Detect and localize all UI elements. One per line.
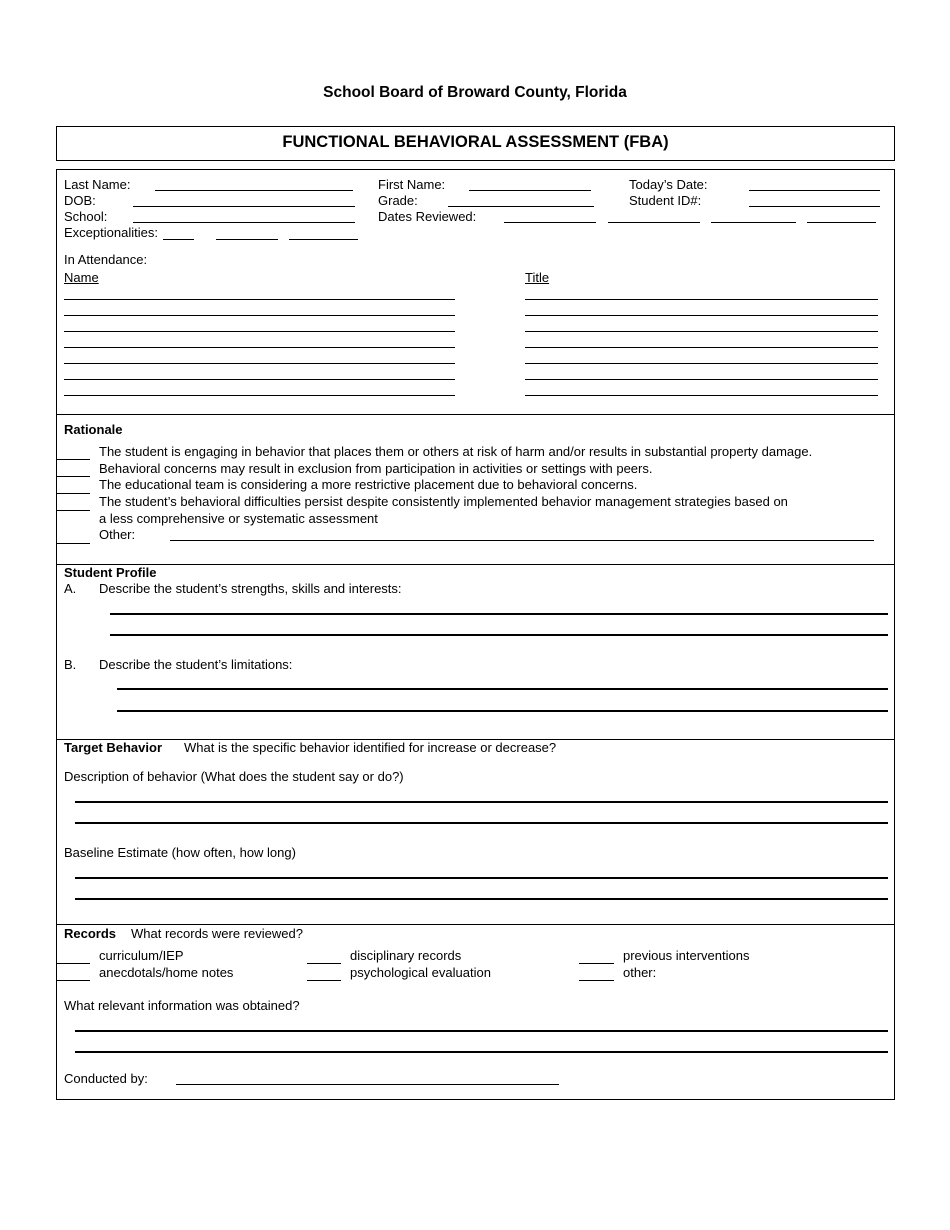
conducted-by-label: Conducted by: [64,1071,148,1086]
strengths-prompt: Describe the student’s strengths, skills and interests: [99,581,402,596]
todays-date-field[interactable] [749,190,880,191]
rationale-checkbox[interactable] [57,459,90,460]
target-behavior-question: What is the specific behavior identified for increase or decrease? [184,740,557,755]
name-column-header: Name [64,270,99,285]
rationale-item: The student is engaging in behavior that places them or others at risk of harm and/or results in substantial property damage. [99,444,813,459]
date-reviewed-field-4[interactable] [807,222,876,223]
section-divider [56,924,895,925]
rationale-checkbox[interactable] [57,476,90,477]
records-question: What records were reviewed? [131,926,303,941]
rationale-item: Behavioral concerns may result in exclusion from participation in activities or settings with peers. [99,461,653,476]
rationale-item-continued: a less comprehensive or systematic assessment [99,511,378,526]
in-attendance-label: In Attendance: [64,252,148,267]
attendee-title-field[interactable] [525,315,878,316]
last-name-field[interactable] [155,190,353,191]
rationale-heading: Rationale [64,422,123,437]
behavior-description-prompt: Description of behavior (What does the student say or do?) [64,769,404,784]
conducted-by-field[interactable] [176,1084,559,1085]
limitations-prompt: Describe the student’s limitations: [99,657,293,672]
attendee-name-field[interactable] [64,379,455,380]
rationale-checkbox[interactable] [57,493,90,494]
records-checkbox[interactable] [579,963,614,964]
attendee-name-field[interactable] [64,315,455,316]
record-option-other: other: [623,965,657,980]
school-field[interactable] [133,222,355,223]
dates-reviewed-label: Dates Reviewed: [378,209,477,224]
records-heading: Records [64,926,117,941]
attendee-name-field[interactable] [64,299,455,300]
strengths-field[interactable] [110,613,888,615]
records-checkbox[interactable] [57,963,90,964]
attendee-title-field[interactable] [525,363,878,364]
last-name-label: Last Name: [64,177,131,192]
records-checkbox[interactable] [307,963,341,964]
form-title-box [56,126,895,161]
first-name-label: First Name: [378,177,446,192]
baseline-estimate-field[interactable] [75,898,888,900]
attendee-title-field[interactable] [525,299,878,300]
attendee-title-field[interactable] [525,331,878,332]
exceptionality-field-1[interactable] [163,239,194,240]
exceptionalities-label: Exceptionalities: [64,225,158,240]
record-option-anecdotals: anecdotals/home notes [99,965,234,980]
attendee-title-field[interactable] [525,395,878,396]
student-id-field[interactable] [749,206,880,207]
exceptionality-field-3[interactable] [289,239,358,240]
baseline-estimate-prompt: Baseline Estimate (how often, how long) [64,845,296,860]
dob-field[interactable] [133,206,355,207]
behavior-description-field[interactable] [75,822,888,824]
title-column-header: Title [525,270,550,285]
student-profile-heading: Student Profile [64,565,157,580]
grade-field[interactable] [448,206,594,207]
todays-date-label: Today’s Date: [629,177,708,192]
school-label: School: [64,209,108,224]
attendee-name-field[interactable] [64,395,455,396]
behavior-description-field[interactable] [75,801,888,803]
rationale-other-field[interactable] [170,540,874,541]
record-option-psychological: psychological evaluation [350,965,491,980]
rationale-item: The student’s behavioral difficulties persist despite consistently implemented behavior management strategies based on [99,494,788,509]
relevant-info-prompt: What relevant information was obtained? [64,998,300,1013]
rationale-other-label: Other: [99,527,136,542]
attendee-title-field[interactable] [525,379,878,380]
records-checkbox[interactable] [579,980,614,981]
student-id-label: Student ID#: [629,193,702,208]
strengths-field[interactable] [110,634,888,636]
section-divider [56,414,895,415]
records-checkbox[interactable] [307,980,341,981]
date-reviewed-field-2[interactable] [608,222,700,223]
rationale-item: The educational team is considering a more restrictive placement due to behavioral concerns. [99,477,638,492]
attendee-title-field[interactable] [525,347,878,348]
relevant-info-field[interactable] [75,1051,888,1053]
date-reviewed-field-3[interactable] [711,222,796,223]
grade-label: Grade: [378,193,418,208]
record-option-disciplinary: disciplinary records [350,948,462,963]
baseline-estimate-field[interactable] [75,877,888,879]
relevant-info-field[interactable] [75,1030,888,1032]
rationale-checkbox[interactable] [57,543,90,544]
record-option-previous-interventions: previous interventions [623,948,750,963]
record-option-curriculum: curriculum/IEP [99,948,184,963]
dob-label: DOB: [64,193,96,208]
profile-marker-b: B. [64,657,77,672]
records-checkbox[interactable] [57,980,90,981]
attendee-name-field[interactable] [64,363,455,364]
attendee-name-field[interactable] [64,331,455,332]
exceptionality-field-2[interactable] [216,239,278,240]
first-name-field[interactable] [469,190,591,191]
profile-marker-a: A. [64,581,77,596]
target-behavior-heading: Target Behavior [64,740,163,755]
organization-title: School Board of Broward County, Florida [323,84,627,101]
form-title: FUNCTIONAL BEHAVIORAL ASSESSMENT (FBA) [282,133,669,151]
date-reviewed-field-1[interactable] [504,222,596,223]
limitations-field[interactable] [117,710,888,712]
rationale-checkbox[interactable] [57,510,90,511]
section-divider [56,564,895,565]
limitations-field[interactable] [117,688,888,690]
attendee-name-field[interactable] [64,347,455,348]
